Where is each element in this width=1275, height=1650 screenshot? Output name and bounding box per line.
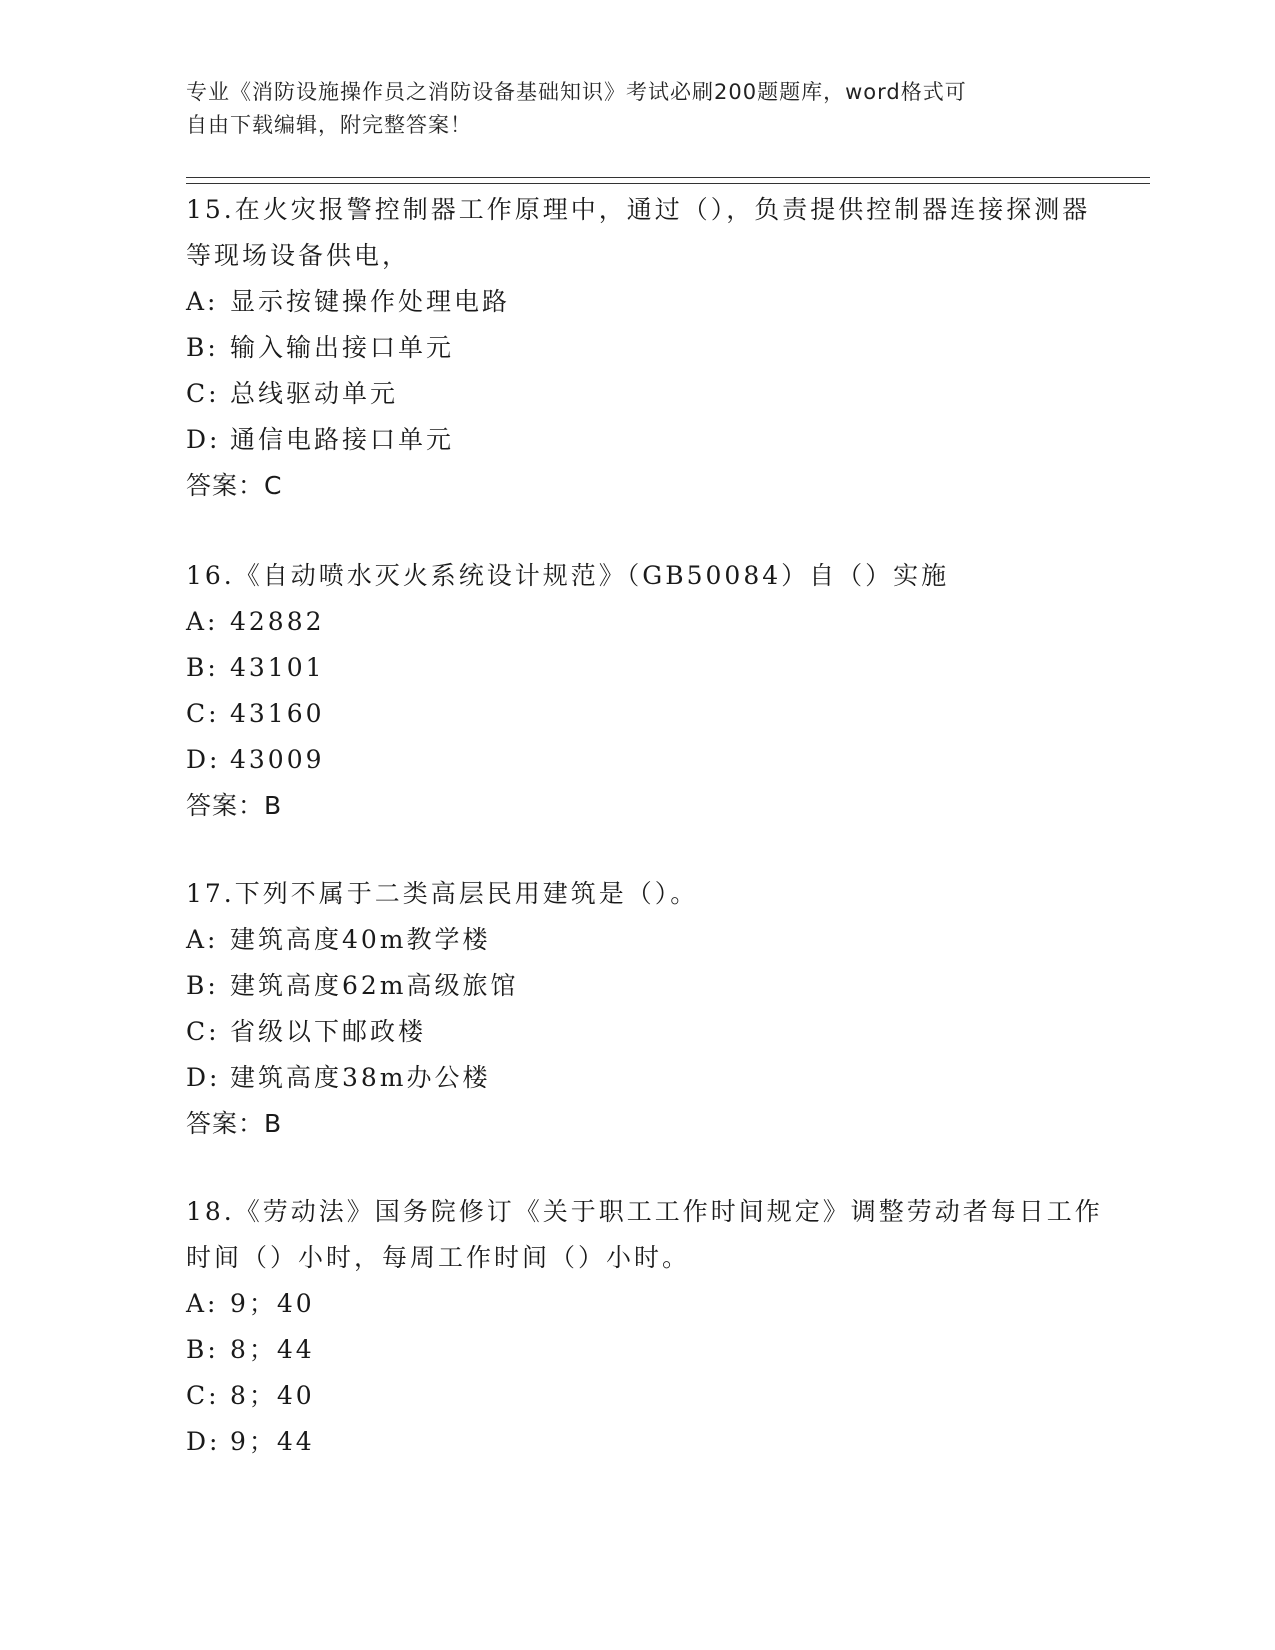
option-text: 9；40 — [230, 1289, 315, 1318]
option-letter: A: — [186, 607, 219, 636]
option-letter: D: — [186, 745, 221, 774]
option-d — [186, 417, 1106, 463]
option-c — [186, 371, 1106, 417]
option-text: 8；44 — [230, 1335, 315, 1364]
option-a — [186, 279, 1106, 325]
option-letter: B: — [186, 333, 219, 362]
option-letter: C: — [186, 379, 220, 408]
option-text: 显示按键操作处理电路 — [230, 287, 511, 316]
option-text: 通信电路接口单元 — [230, 425, 455, 454]
question-16 — [186, 553, 1106, 829]
header-line-2: 自由下载编辑，附完整答案！ — [186, 113, 472, 137]
option-letter: D: — [186, 425, 221, 454]
option-text: 8；40 — [230, 1381, 315, 1410]
question-text: 16.《自动喷水灭火系统设计规范》（GB50084）自（）实施 — [186, 561, 950, 590]
question-18 — [186, 1189, 1106, 1465]
option-text: 输入输出接口单元 — [230, 333, 455, 362]
header-line-1: 专业《消防设施操作员之消防设备基础知识》考试必刷200题题库，word格式可 — [186, 80, 967, 104]
option-b — [186, 645, 1106, 691]
option-text: 42882 — [230, 607, 325, 636]
option-letter: B: — [186, 1335, 219, 1364]
header-divider-top — [186, 177, 1150, 178]
question-text: 15.在火灾报警控制器工作原理中，通过（），负责提供控制器连接探测器等现场设备供电， — [186, 195, 1091, 270]
option-b — [186, 963, 1106, 1009]
option-text: 建筑高度62m高级旅馆 — [230, 971, 519, 1000]
option-letter: C: — [186, 1017, 220, 1046]
header-divider-bottom — [186, 183, 1150, 184]
option-text: 建筑高度38m办公楼 — [230, 1063, 491, 1092]
option-letter: D: — [186, 1063, 221, 1092]
option-c — [186, 1009, 1106, 1055]
option-a — [186, 599, 1106, 645]
option-a — [186, 1281, 1106, 1327]
option-text: 总线驱动单元 — [230, 379, 399, 408]
option-b — [186, 1327, 1106, 1373]
option-c — [186, 691, 1106, 737]
option-text: 43101 — [230, 653, 325, 682]
option-letter: B: — [186, 653, 219, 682]
option-letter: C: — [186, 699, 220, 728]
option-text: 43009 — [230, 745, 325, 774]
option-d — [186, 737, 1106, 783]
option-d — [186, 1419, 1106, 1465]
question-17 — [186, 871, 1106, 1147]
option-text: 省级以下邮政楼 — [230, 1017, 427, 1046]
answer-label: 答案：B — [186, 1109, 283, 1138]
option-letter: A: — [186, 925, 219, 954]
question-text: 18.《劳动法》国务院修订《关于职工工作时间规定》调整劳动者每日工作时间（）小时，每周工作时间（）小时。 — [186, 1197, 1103, 1272]
question-text: 17.下列不属于二类高层民用建筑是（）。 — [186, 879, 699, 908]
option-a — [186, 917, 1106, 963]
option-letter: A: — [186, 1289, 219, 1318]
option-text: 9；44 — [230, 1427, 315, 1456]
option-text: 43160 — [230, 699, 325, 728]
option-letter: D: — [186, 1427, 221, 1456]
option-letter: A: — [186, 287, 219, 316]
option-b — [186, 325, 1106, 371]
document-header — [186, 76, 1066, 142]
option-c — [186, 1373, 1106, 1419]
option-text: 建筑高度40m教学楼 — [230, 925, 491, 954]
answer-label: 答案：C — [186, 471, 283, 500]
option-d — [186, 1055, 1106, 1101]
option-letter: B: — [186, 971, 219, 1000]
answer-label: 答案：B — [186, 791, 283, 820]
question-15 — [186, 187, 1106, 509]
option-letter: C: — [186, 1381, 220, 1410]
